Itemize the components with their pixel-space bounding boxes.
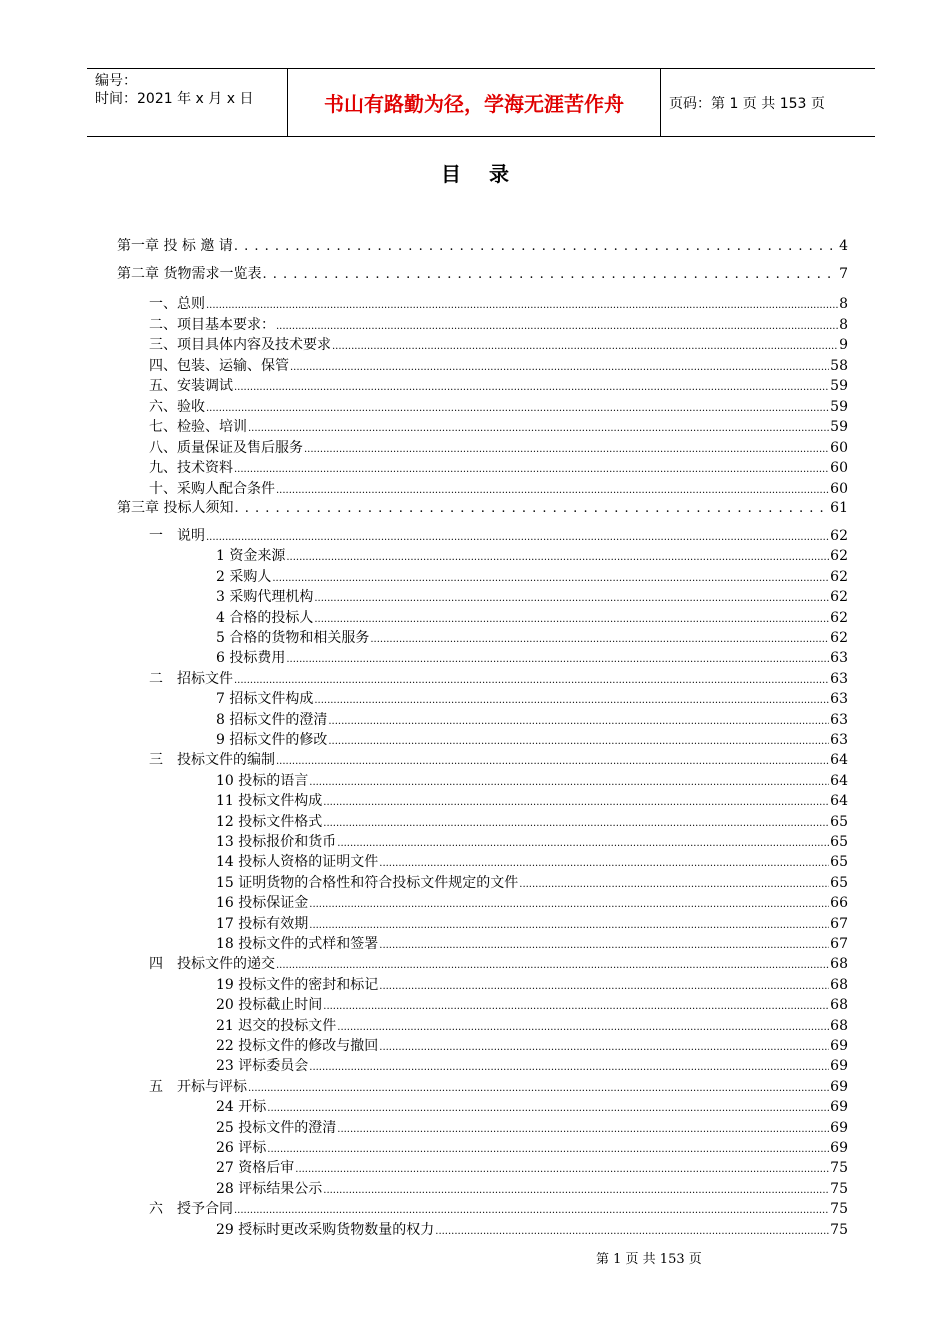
toc-entry-page: 62 [830, 589, 848, 606]
toc-entry[interactable] [216, 1118, 848, 1138]
toc-entry-page: 67 [830, 936, 848, 952]
toc-entry[interactable] [216, 1138, 848, 1158]
toc-entry-label: 4 合格的投标人 [216, 609, 314, 626]
toc-dot-leader [248, 417, 829, 439]
toc-dot-leader [323, 1179, 829, 1201]
toc-entry[interactable] [149, 376, 848, 396]
toc-entry-label: 四 投标文件的递交 [149, 956, 275, 973]
toc-entry-page: 69 [830, 1140, 848, 1156]
toc-entry[interactable] [216, 1056, 848, 1076]
toc-dot-leader [276, 954, 829, 976]
toc-entry-label: 19 投标文件的密封和标记 [216, 976, 379, 993]
toc-entry[interactable] [216, 1097, 848, 1117]
toc-entry-page: 63 [830, 691, 848, 708]
toc-entry[interactable] [216, 812, 848, 832]
toc-entry-label: 三、项目具体内容及技术要求 [149, 337, 331, 353]
toc-entry[interactable] [216, 873, 848, 893]
number-label: 编号： [95, 73, 137, 89]
toc-entry-page: 64 [830, 752, 848, 769]
toc-entry[interactable] [216, 567, 848, 587]
toc-entry[interactable] [216, 914, 848, 934]
toc-entry-label: 21 迟交的投标文件 [216, 1017, 337, 1034]
toc-entry-page: 62 [830, 630, 848, 646]
toc-entry-label: 第一章 投 标 邀 请 [117, 238, 233, 254]
toc-entry[interactable] [149, 335, 848, 355]
toc-dot-leader [309, 1056, 829, 1078]
toc-entry[interactable] [149, 1077, 848, 1097]
toc-dot-leader [309, 893, 829, 915]
header-page-info: 页码：第 1 页 共 153 页 [669, 95, 825, 112]
toc-entry-page: 65 [830, 854, 848, 871]
toc-entry-label: 18 投标文件的式样和签署 [216, 936, 379, 952]
header-motto: 书山有路勤为径，学海无涯苦作舟 [287, 69, 661, 136]
toc-entry[interactable] [216, 689, 848, 709]
toc-dot-leader [309, 771, 829, 793]
toc-dot-leader [309, 914, 829, 936]
toc-entry-label: 二 招标文件 [149, 670, 233, 687]
toc-dot-leader [435, 1220, 829, 1242]
toc-entry-label: 29 授标时更改采购货物数量的权力 [216, 1221, 435, 1238]
toc-entry-page: 60 [830, 480, 848, 497]
toc-dot-leader [323, 995, 829, 1017]
toc-entry-label: 15 证明货物的合格性和符合投标文件规定的文件 [216, 874, 519, 891]
toc-dot-leader [286, 648, 829, 670]
page-footer: 第 1 页 共 153 页 [596, 1252, 702, 1267]
toc-dot-leader [276, 315, 838, 337]
toc-entry-label: 27 资格后审 [216, 1160, 295, 1177]
toc-dot-leader [337, 832, 829, 854]
toc-entry-page: 8 [839, 316, 848, 333]
toc-dot-leader [206, 526, 829, 548]
toc-entry-page: 69 [830, 1078, 848, 1095]
toc-dot-leader [379, 975, 829, 997]
toc-entry[interactable] [216, 975, 848, 995]
toc-entry-page: 59 [830, 398, 848, 415]
toc-dot-leader [234, 498, 829, 519]
toc-entry-page: 67 [830, 915, 848, 932]
toc-entry-page: 68 [830, 956, 848, 973]
toc-entry-page: 75 [830, 1160, 848, 1177]
toc-entry-label: 22 投标文件的修改与撤回 [216, 1038, 379, 1054]
toc-entry[interactable] [216, 1036, 848, 1056]
toc-dot-leader [267, 1138, 829, 1160]
toc-entry-label: 一、总则 [149, 296, 205, 312]
toc-entry-label: 23 评标委员会 [216, 1058, 309, 1075]
toc-entry[interactable] [149, 954, 848, 974]
toc-dot-leader [379, 1036, 829, 1058]
toc-entry-label: 1 资金来源 [216, 548, 286, 565]
toc-entry-page: 75 [830, 1180, 848, 1197]
toc-entry-page: 8 [839, 296, 848, 312]
toc-entry-page: 65 [830, 813, 848, 830]
toc-entry-label: 6 投标费用 [216, 650, 286, 667]
toc-dot-leader [290, 356, 829, 378]
toc-entry-label: 11 投标文件构成 [216, 793, 323, 810]
toc-dot-leader [234, 236, 838, 257]
toc-entry-label: 14 投标人资格的证明文件 [216, 854, 379, 871]
toc-entry[interactable] [149, 438, 848, 458]
toc-entry-page: 68 [830, 1017, 848, 1034]
toc-entry-label: 五、安装调试 [149, 378, 233, 394]
toc-entry[interactable] [216, 648, 848, 668]
toc-entry-page: 59 [830, 378, 848, 394]
toc-entry-label: 12 投标文件格式 [216, 813, 323, 830]
toc-entry[interactable] [216, 1016, 848, 1036]
toc-entry-label: 五 开标与评标 [149, 1078, 247, 1095]
toc-entry-page: 62 [830, 609, 848, 626]
toc-entry-label: 四、包装、运输、保管 [149, 357, 289, 374]
toc-entry[interactable] [149, 417, 848, 437]
toc-entry-label: 20 投标截止时间 [216, 997, 323, 1014]
toc-entry-page: 75 [830, 1221, 848, 1238]
toc-dot-leader [370, 628, 829, 650]
toc-entry-label: 六 授予合同 [149, 1201, 233, 1218]
toc-dot-leader [234, 458, 829, 480]
toc-entry-label: 第二章 货物需求一览表 [117, 266, 262, 282]
toc-entry[interactable] [216, 546, 848, 566]
toc-dot-leader [337, 1118, 829, 1140]
toc-entry-page: 75 [830, 1201, 848, 1218]
toc-entry-page: 60 [830, 460, 848, 476]
toc-entry-label: 8 招标文件的澄清 [216, 711, 328, 728]
toc-entry-page: 68 [830, 976, 848, 993]
toc-entry-label: 24 开标 [216, 1099, 267, 1116]
toc-entry-label: 八、质量保证及售后服务 [149, 439, 303, 456]
toc-dot-leader [519, 873, 829, 895]
toc-entry-page: 69 [830, 1119, 848, 1136]
toc-entry-label: 2 采购人 [216, 568, 272, 585]
toc-entry[interactable] [216, 771, 848, 791]
toc-entry-page: 59 [830, 419, 848, 435]
toc-entry-label: 一 说明 [149, 528, 205, 544]
toc-entry-page: 63 [830, 650, 848, 667]
toc-entry[interactable] [149, 315, 848, 335]
toc-entry-page: 68 [830, 997, 848, 1014]
toc-dot-leader [328, 730, 829, 752]
toc-entry-page: 63 [830, 711, 848, 728]
toc-entry-label: 七、检验、培训 [149, 419, 247, 435]
toc-dot-leader [234, 376, 829, 398]
toc-entry[interactable] [216, 852, 848, 872]
toc-entry-label: 13 投标报价和货币 [216, 834, 337, 850]
toc-entry[interactable] [216, 791, 848, 811]
toc-entry-label: 十、采购人配合条件 [149, 480, 275, 497]
toc-entry[interactable] [149, 669, 848, 689]
toc-entry[interactable] [149, 479, 848, 499]
toc-entry-page: 62 [830, 528, 848, 544]
toc-entry[interactable] [216, 1158, 848, 1178]
toc-entry[interactable] [149, 526, 848, 546]
toc-entry-label: 7 招标文件构成 [216, 691, 314, 708]
toc-entry-label: 3 采购代理机构 [216, 589, 314, 606]
time-label: 时间：2021 年 x 月 x 日 [95, 91, 254, 107]
toc-dot-leader [379, 852, 829, 874]
toc-entry-label: 16 投标保证金 [216, 895, 309, 912]
toc-dot-leader [234, 669, 829, 691]
toc-entry-label: 5 合格的货物和相关服务 [216, 630, 370, 646]
toc-entry-label: 第三章 投标人须知 [117, 500, 234, 516]
toc-entry-label: 六、验收 [149, 398, 205, 415]
toc-dot-leader [286, 546, 829, 568]
toc-dot-leader [248, 1077, 829, 1099]
toc-entry[interactable] [149, 356, 848, 376]
toc-dot-leader [314, 587, 829, 609]
toc-dot-leader [314, 608, 829, 630]
toc-entry-label: 二、项目基本要求： [149, 316, 275, 333]
toc-entry[interactable] [117, 236, 848, 256]
toc-dot-leader [295, 1158, 829, 1180]
toc-entry-page: 69 [830, 1099, 848, 1116]
toc-entry-page: 4 [839, 238, 848, 254]
toc-entry[interactable] [216, 832, 848, 852]
toc-entry-page: 66 [830, 895, 848, 912]
toc-dot-leader [328, 710, 829, 732]
toc-dot-leader [332, 335, 838, 357]
toc-entry-page: 62 [830, 568, 848, 585]
toc-entry-page: 7 [839, 266, 848, 282]
toc-entry-page: 63 [830, 732, 848, 748]
toc-entry[interactable] [117, 264, 848, 284]
toc-entry-page: 69 [830, 1058, 848, 1075]
toc-entry[interactable] [216, 587, 848, 607]
toc-entry[interactable] [216, 995, 848, 1015]
toc-entry-page: 61 [830, 500, 848, 516]
toc-entry[interactable] [216, 1220, 848, 1240]
toc-entry-label: 17 投标有效期 [216, 915, 309, 932]
toc-entry[interactable] [149, 1199, 848, 1219]
toc-entry-label: 26 评标 [216, 1140, 267, 1156]
toc-dot-leader [272, 567, 829, 589]
toc-entry[interactable] [149, 397, 848, 417]
toc-entry-label: 10 投标的语言 [216, 772, 309, 789]
toc-dot-leader [314, 689, 829, 711]
toc-entry-page: 64 [830, 772, 848, 789]
toc-entry[interactable] [149, 458, 848, 478]
toc-entry-label: 9 招标文件的修改 [216, 732, 328, 748]
toc-dot-leader [262, 264, 838, 285]
toc-dot-leader [234, 1199, 829, 1221]
toc-entry-page: 64 [830, 793, 848, 810]
toc-entry-page: 9 [839, 337, 848, 353]
toc-entry-page: 65 [830, 834, 848, 850]
toc-entry-page: 63 [830, 670, 848, 687]
toc-entry[interactable] [117, 498, 848, 518]
toc-dot-leader [379, 934, 829, 956]
toc-entry[interactable] [216, 893, 848, 913]
toc-entry[interactable] [149, 294, 848, 314]
toc-entry[interactable] [149, 750, 848, 770]
toc-entry[interactable] [216, 628, 848, 648]
toc-entry-page: 65 [830, 874, 848, 891]
toc-dot-leader [323, 812, 829, 834]
toc-dot-leader [276, 750, 829, 772]
toc-entry-label: 25 投标文件的澄清 [216, 1119, 337, 1136]
toc-entry[interactable] [216, 608, 848, 628]
toc-entry-label: 九、技术资料 [149, 460, 233, 476]
toc-dot-leader [337, 1016, 829, 1038]
toc-title: 目录 [441, 162, 537, 186]
toc-dot-leader [267, 1097, 829, 1119]
toc-entry-page: 58 [830, 357, 848, 374]
toc-entry[interactable] [216, 1179, 848, 1199]
toc-entry[interactable] [216, 730, 848, 750]
toc-entry-page: 60 [830, 439, 848, 456]
toc-dot-leader [323, 791, 829, 813]
toc-entry-page: 62 [830, 548, 848, 565]
toc-entry-label: 28 评标结果公示 [216, 1180, 323, 1197]
toc-dot-leader [304, 438, 829, 460]
toc-dot-leader [206, 397, 829, 419]
toc-entry-label: 三 投标文件的编制 [149, 752, 275, 769]
toc-dot-leader [206, 294, 838, 316]
toc-entry-page: 69 [830, 1038, 848, 1054]
toc-entry[interactable] [216, 710, 848, 730]
toc-entry[interactable] [216, 934, 848, 954]
